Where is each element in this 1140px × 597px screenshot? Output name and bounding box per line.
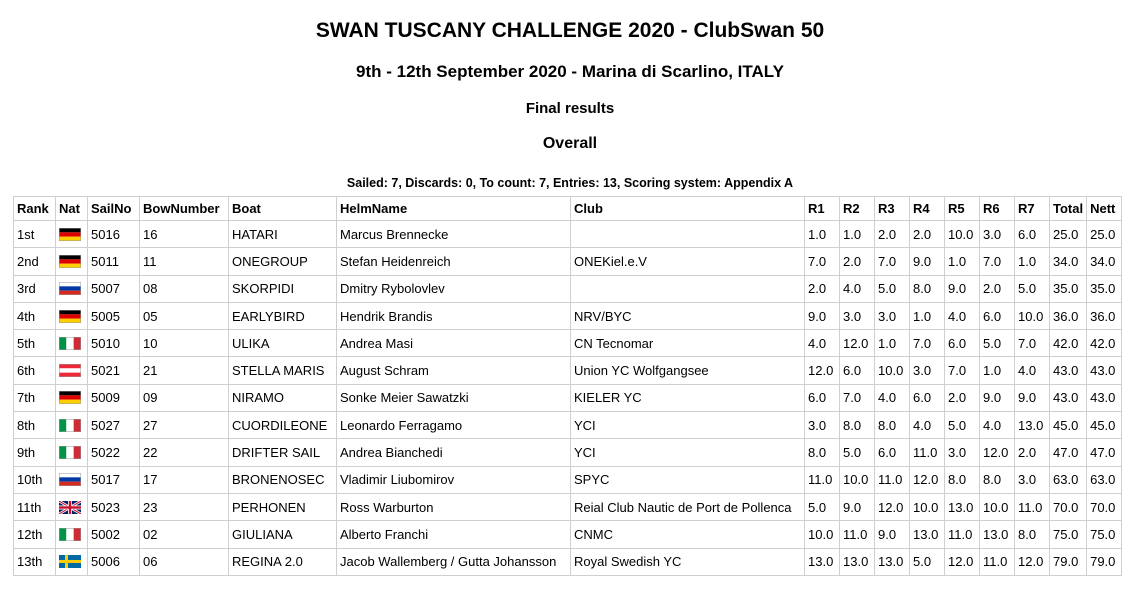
boat-cell: REGINA 2.0 [229, 548, 337, 575]
helmname-cell: Alberto Franchi [337, 521, 571, 548]
race-5-cell: 3.0 [945, 439, 980, 466]
club-cell: ONEKiel.e.V [571, 248, 805, 275]
race-3-cell: 11.0 [875, 466, 910, 493]
race-6-cell: 8.0 [980, 466, 1015, 493]
ita-flag-icon [59, 419, 81, 432]
race-1-cell: 1.0 [805, 221, 840, 248]
helmname-cell: Sonke Meier Sawatzki [337, 384, 571, 411]
race-2-cell: 3.0 [840, 302, 875, 329]
race-5-cell: 4.0 [945, 302, 980, 329]
rank-cell: 3rd [14, 275, 56, 302]
boat-cell: ULIKA [229, 330, 337, 357]
helmname-cell: Leonardo Ferragamo [337, 412, 571, 439]
club-cell: YCI [571, 439, 805, 466]
sailno-cell: 5016 [88, 221, 140, 248]
total-cell: 63.0 [1050, 466, 1087, 493]
col-r7: R7 [1015, 197, 1050, 221]
nat-cell [56, 384, 88, 411]
bownumber-cell: 02 [140, 521, 229, 548]
col-bownumber: BowNumber [140, 197, 229, 221]
race-4-cell: 2.0 [910, 221, 945, 248]
club-cell [571, 275, 805, 302]
boat-cell: SKORPIDI [229, 275, 337, 302]
col-rank: Rank [14, 197, 56, 221]
sailno-cell: 5002 [88, 521, 140, 548]
total-cell: 43.0 [1050, 384, 1087, 411]
helmname-cell: Marcus Brennecke [337, 221, 571, 248]
sailno-cell: 5005 [88, 302, 140, 329]
col-nett: Nett [1087, 197, 1122, 221]
race-1-cell: 4.0 [805, 330, 840, 357]
race-4-cell: 6.0 [910, 384, 945, 411]
sailno-cell: 5022 [88, 439, 140, 466]
bownumber-cell: 16 [140, 221, 229, 248]
race-6-cell: 7.0 [980, 248, 1015, 275]
bownumber-cell: 22 [140, 439, 229, 466]
total-cell: 75.0 [1050, 521, 1087, 548]
club-cell: CNMC [571, 521, 805, 548]
boat-cell: GIULIANA [229, 521, 337, 548]
race-3-cell: 5.0 [875, 275, 910, 302]
table-row [14, 302, 1122, 329]
race-5-cell: 8.0 [945, 466, 980, 493]
nat-cell [56, 221, 88, 248]
race-2-cell: 2.0 [840, 248, 875, 275]
race-3-cell: 12.0 [875, 493, 910, 520]
race-2-cell: 11.0 [840, 521, 875, 548]
race-6-cell: 4.0 [980, 412, 1015, 439]
results-label: Final results [525, 100, 615, 117]
nett-cell: 42.0 [1087, 330, 1122, 357]
club-cell [571, 221, 805, 248]
helmname-cell: Andrea Masi [337, 330, 571, 357]
race-5-cell: 7.0 [945, 357, 980, 384]
nat-cell [56, 357, 88, 384]
nett-cell: 43.0 [1087, 357, 1122, 384]
rank-cell: 10th [14, 466, 56, 493]
rank-cell: 6th [14, 357, 56, 384]
rank-cell: 1st [14, 221, 56, 248]
ger-flag-icon [59, 228, 81, 241]
race-1-cell: 3.0 [805, 412, 840, 439]
race-6-cell: 12.0 [980, 439, 1015, 466]
table-row [14, 330, 1122, 357]
race-3-cell: 1.0 [875, 330, 910, 357]
sailno-cell: 5010 [88, 330, 140, 357]
total-cell: 45.0 [1050, 412, 1087, 439]
event-subtitle: 9th - 12th September 2020 - Marina di Scarlino, ITALY [356, 62, 784, 81]
nett-cell: 75.0 [1087, 521, 1122, 548]
ita-flag-icon [59, 337, 81, 350]
ger-flag-icon [59, 255, 81, 268]
race-1-cell: 11.0 [805, 466, 840, 493]
boat-cell: NIRAMO [229, 384, 337, 411]
table-row [14, 221, 1122, 248]
rank-cell: 8th [14, 412, 56, 439]
helmname-cell: Andrea Bianchedi [337, 439, 571, 466]
nat-cell [56, 466, 88, 493]
helmname-cell: Dmitry Rybolovlev [337, 275, 571, 302]
results-table [13, 196, 1122, 576]
race-7-cell: 11.0 [1015, 493, 1050, 520]
race-6-cell: 11.0 [980, 548, 1015, 575]
nett-cell: 47.0 [1087, 439, 1122, 466]
race-1-cell: 9.0 [805, 302, 840, 329]
race-6-cell: 10.0 [980, 493, 1015, 520]
club-cell: YCI [571, 412, 805, 439]
rank-cell: 5th [14, 330, 56, 357]
col-r1: R1 [805, 197, 840, 221]
race-2-cell: 1.0 [840, 221, 875, 248]
helmname-cell: Jacob Wallemberg / Gutta Johansson [337, 548, 571, 575]
race-4-cell: 10.0 [910, 493, 945, 520]
ger-flag-icon [59, 391, 81, 404]
col-sailno: SailNo [88, 197, 140, 221]
ita-flag-icon [59, 446, 81, 459]
nat-cell [56, 521, 88, 548]
race-1-cell: 6.0 [805, 384, 840, 411]
race-5-cell: 1.0 [945, 248, 980, 275]
nett-cell: 25.0 [1087, 221, 1122, 248]
nat-cell [56, 275, 88, 302]
rank-cell: 13th [14, 548, 56, 575]
bownumber-cell: 05 [140, 302, 229, 329]
race-3-cell: 4.0 [875, 384, 910, 411]
nat-cell [56, 248, 88, 275]
race-7-cell: 8.0 [1015, 521, 1050, 548]
bownumber-cell: 11 [140, 248, 229, 275]
race-4-cell: 9.0 [910, 248, 945, 275]
rank-cell: 11th [14, 493, 56, 520]
nat-cell [56, 439, 88, 466]
total-cell: 47.0 [1050, 439, 1087, 466]
race-2-cell: 9.0 [840, 493, 875, 520]
table-row [14, 493, 1122, 520]
club-cell: SPYC [571, 466, 805, 493]
race-1-cell: 12.0 [805, 357, 840, 384]
bownumber-cell: 23 [140, 493, 229, 520]
table-row [14, 275, 1122, 302]
race-5-cell: 6.0 [945, 330, 980, 357]
bownumber-cell: 10 [140, 330, 229, 357]
gbr-flag-icon [59, 501, 81, 514]
race-5-cell: 5.0 [945, 412, 980, 439]
sailno-cell: 5027 [88, 412, 140, 439]
sailno-cell: 5006 [88, 548, 140, 575]
rank-cell: 4th [14, 302, 56, 329]
col-r2: R2 [840, 197, 875, 221]
col-r6: R6 [980, 197, 1015, 221]
nett-cell: 63.0 [1087, 466, 1122, 493]
nett-cell: 70.0 [1087, 493, 1122, 520]
total-cell: 25.0 [1050, 221, 1087, 248]
rank-cell: 2nd [14, 248, 56, 275]
scoring-summary: Sailed: 7, Discards: 0, To count: 7, Entries: 13, Scoring system: Appendix A [346, 176, 794, 190]
race-7-cell: 7.0 [1015, 330, 1050, 357]
boat-cell: HATARI [229, 221, 337, 248]
ger-flag-icon [59, 310, 81, 323]
boat-cell: CUORDILEONE [229, 412, 337, 439]
race-3-cell: 9.0 [875, 521, 910, 548]
col-nat: Nat [56, 197, 88, 221]
race-2-cell: 10.0 [840, 466, 875, 493]
race-4-cell: 11.0 [910, 439, 945, 466]
race-6-cell: 9.0 [980, 384, 1015, 411]
col-r3: R3 [875, 197, 910, 221]
race-7-cell: 9.0 [1015, 384, 1050, 411]
race-3-cell: 8.0 [875, 412, 910, 439]
race-6-cell: 3.0 [980, 221, 1015, 248]
nat-cell [56, 330, 88, 357]
race-2-cell: 4.0 [840, 275, 875, 302]
page-title: SWAN TUSCANY CHALLENGE 2020 - ClubSwan 50 [315, 19, 825, 42]
col-r4: R4 [910, 197, 945, 221]
race-2-cell: 7.0 [840, 384, 875, 411]
race-5-cell: 2.0 [945, 384, 980, 411]
race-7-cell: 6.0 [1015, 221, 1050, 248]
sailno-cell: 5023 [88, 493, 140, 520]
club-cell: KIELER YC [571, 384, 805, 411]
col-club: Club [571, 197, 805, 221]
race-1-cell: 7.0 [805, 248, 840, 275]
boat-cell: PERHONEN [229, 493, 337, 520]
race-7-cell: 10.0 [1015, 302, 1050, 329]
total-cell: 35.0 [1050, 275, 1087, 302]
race-7-cell: 3.0 [1015, 466, 1050, 493]
swe-flag-icon [59, 555, 81, 568]
race-4-cell: 13.0 [910, 521, 945, 548]
race-3-cell: 13.0 [875, 548, 910, 575]
nett-cell: 79.0 [1087, 548, 1122, 575]
race-5-cell: 13.0 [945, 493, 980, 520]
bownumber-cell: 09 [140, 384, 229, 411]
nett-cell: 34.0 [1087, 248, 1122, 275]
sailno-cell: 5007 [88, 275, 140, 302]
race-1-cell: 13.0 [805, 548, 840, 575]
race-3-cell: 3.0 [875, 302, 910, 329]
race-4-cell: 3.0 [910, 357, 945, 384]
ita-flag-icon [59, 528, 81, 541]
race-4-cell: 7.0 [910, 330, 945, 357]
nat-cell [56, 493, 88, 520]
bownumber-cell: 27 [140, 412, 229, 439]
bownumber-cell: 17 [140, 466, 229, 493]
helmname-cell: Hendrik Brandis [337, 302, 571, 329]
race-5-cell: 11.0 [945, 521, 980, 548]
bownumber-cell: 21 [140, 357, 229, 384]
race-7-cell: 1.0 [1015, 248, 1050, 275]
race-6-cell: 5.0 [980, 330, 1015, 357]
race-7-cell: 13.0 [1015, 412, 1050, 439]
nat-cell [56, 412, 88, 439]
table-row [14, 521, 1122, 548]
sailno-cell: 5021 [88, 357, 140, 384]
table-row [14, 412, 1122, 439]
total-cell: 42.0 [1050, 330, 1087, 357]
table-row [14, 466, 1122, 493]
nett-cell: 43.0 [1087, 384, 1122, 411]
race-2-cell: 6.0 [840, 357, 875, 384]
race-6-cell: 2.0 [980, 275, 1015, 302]
boat-cell: BRONENOSEC [229, 466, 337, 493]
race-1-cell: 8.0 [805, 439, 840, 466]
header-row [14, 197, 1122, 221]
sailno-cell: 5009 [88, 384, 140, 411]
sailno-cell: 5017 [88, 466, 140, 493]
total-cell: 70.0 [1050, 493, 1087, 520]
boat-cell: ONEGROUP [229, 248, 337, 275]
table-row [14, 439, 1122, 466]
division-label: Overall [542, 135, 598, 152]
aut-flag-icon [59, 364, 81, 377]
race-4-cell: 5.0 [910, 548, 945, 575]
results-body [14, 221, 1122, 576]
total-cell: 43.0 [1050, 357, 1087, 384]
nat-cell [56, 302, 88, 329]
table-row [14, 384, 1122, 411]
club-cell: CN Tecnomar [571, 330, 805, 357]
table-row [14, 548, 1122, 575]
col-helmname: HelmName [337, 197, 571, 221]
race-6-cell: 1.0 [980, 357, 1015, 384]
boat-cell: STELLA MARIS [229, 357, 337, 384]
race-6-cell: 6.0 [980, 302, 1015, 329]
total-cell: 36.0 [1050, 302, 1087, 329]
club-cell: NRV/BYC [571, 302, 805, 329]
total-cell: 34.0 [1050, 248, 1087, 275]
race-2-cell: 8.0 [840, 412, 875, 439]
helmname-cell: August Schram [337, 357, 571, 384]
rank-cell: 9th [14, 439, 56, 466]
nat-cell [56, 548, 88, 575]
col-r5: R5 [945, 197, 980, 221]
race-2-cell: 12.0 [840, 330, 875, 357]
col-total: Total [1050, 197, 1087, 221]
race-1-cell: 2.0 [805, 275, 840, 302]
nett-cell: 36.0 [1087, 302, 1122, 329]
race-4-cell: 4.0 [910, 412, 945, 439]
race-3-cell: 7.0 [875, 248, 910, 275]
race-7-cell: 2.0 [1015, 439, 1050, 466]
race-2-cell: 13.0 [840, 548, 875, 575]
race-4-cell: 12.0 [910, 466, 945, 493]
club-cell: Union YC Wolfgangsee [571, 357, 805, 384]
race-1-cell: 10.0 [805, 521, 840, 548]
rus-flag-icon [59, 282, 81, 295]
table-row [14, 248, 1122, 275]
boat-cell: EARLYBIRD [229, 302, 337, 329]
rank-cell: 7th [14, 384, 56, 411]
total-cell: 79.0 [1050, 548, 1087, 575]
rank-cell: 12th [14, 521, 56, 548]
club-cell: Royal Swedish YC [571, 548, 805, 575]
boat-cell: DRIFTER SAIL [229, 439, 337, 466]
race-3-cell: 2.0 [875, 221, 910, 248]
helmname-cell: Stefan Heidenreich [337, 248, 571, 275]
club-cell: Reial Club Nautic de Port de Pollenca [571, 493, 805, 520]
race-3-cell: 6.0 [875, 439, 910, 466]
bownumber-cell: 08 [140, 275, 229, 302]
race-3-cell: 10.0 [875, 357, 910, 384]
race-5-cell: 12.0 [945, 548, 980, 575]
rus-flag-icon [59, 473, 81, 486]
race-7-cell: 12.0 [1015, 548, 1050, 575]
race-6-cell: 13.0 [980, 521, 1015, 548]
bownumber-cell: 06 [140, 548, 229, 575]
table-row [14, 357, 1122, 384]
race-5-cell: 9.0 [945, 275, 980, 302]
helmname-cell: Ross Warburton [337, 493, 571, 520]
nett-cell: 35.0 [1087, 275, 1122, 302]
col-boat: Boat [229, 197, 337, 221]
race-5-cell: 10.0 [945, 221, 980, 248]
nett-cell: 45.0 [1087, 412, 1122, 439]
race-7-cell: 4.0 [1015, 357, 1050, 384]
race-1-cell: 5.0 [805, 493, 840, 520]
race-7-cell: 5.0 [1015, 275, 1050, 302]
sailno-cell: 5011 [88, 248, 140, 275]
race-2-cell: 5.0 [840, 439, 875, 466]
helmname-cell: Vladimir Liubomirov [337, 466, 571, 493]
race-4-cell: 8.0 [910, 275, 945, 302]
race-4-cell: 1.0 [910, 302, 945, 329]
